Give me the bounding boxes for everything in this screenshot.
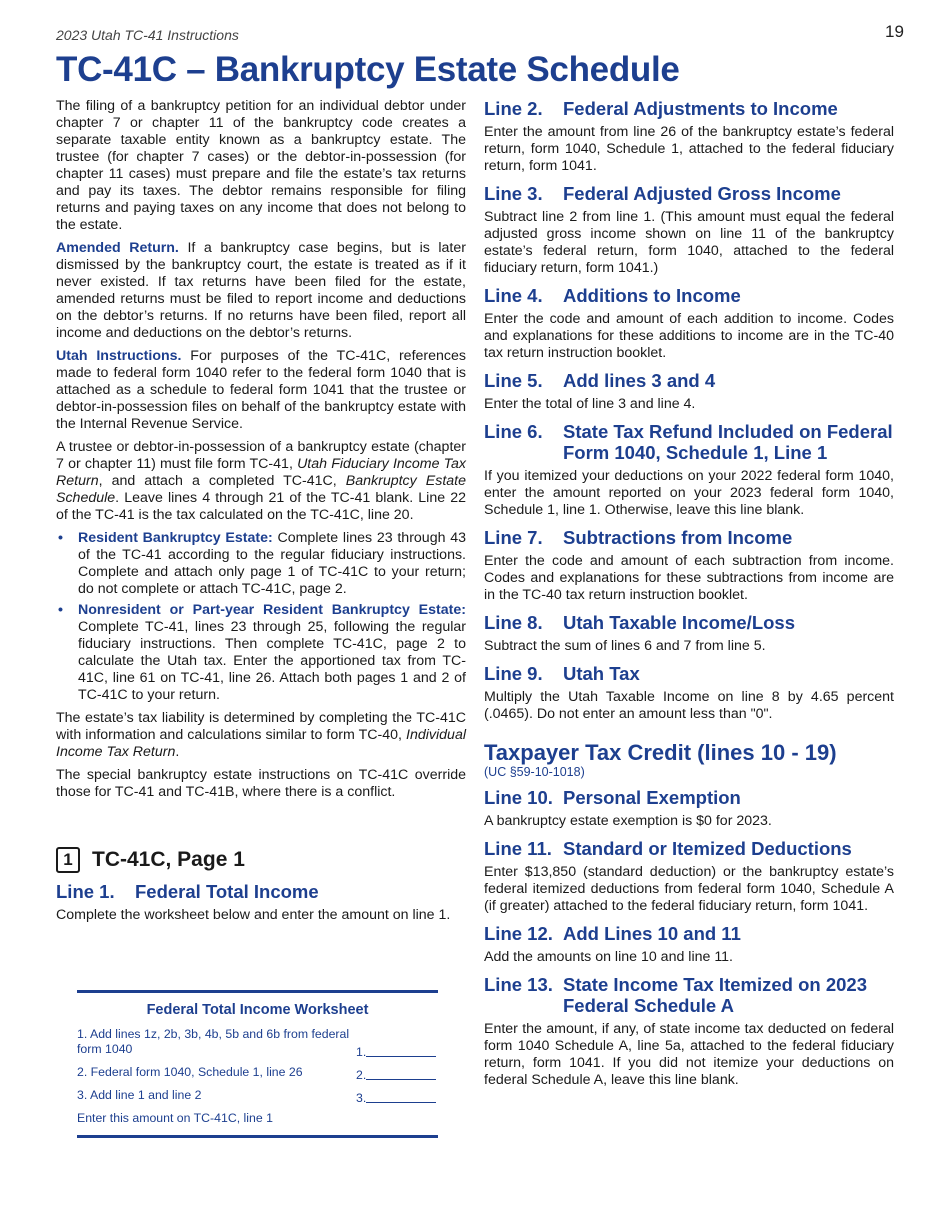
page1-heading — [56, 847, 466, 873]
line-heading — [484, 838, 894, 859]
intro-paragraph: The filing of a bankruptcy petition for an individual debtor under chapter 7 or chapter 11 of the bankruptcy code creates a separate taxable entity known as a bankruptcy estate. The trustee (for chapter 7 cases) or the debtor-in-possession (for chapter 11 cases) must prepare and file the estate’s tax returns and pay its taxes. The debtor remains responsible for filing returns and paying taxes on any income that does not belong to the estate. — [56, 98, 466, 233]
line-text: Enter the code and amount of each addition to income. Codes and explanations for these additions to income are in the TC-40 tax return instruction booklet. — [484, 311, 894, 361]
line-text: Multiply the Utah Taxable Income on line 8 by 4.65 percent (.0465). Do not enter an amount less than "0". — [484, 689, 894, 722]
line-heading — [484, 923, 894, 944]
line-title: Personal Exemption — [563, 787, 741, 808]
line-heading — [484, 183, 894, 204]
statute-reference: (UC §59-10-1018) — [484, 765, 585, 779]
worksheet-row-number: 3. — [356, 1091, 367, 1105]
resident-estate-text: Complete lines 23 through 43 of the TC-41 according to the regular fiduciary instructions. Complete and attach only page 1 of TC-41C to your return; do not complete or attach TC-41C, page 2. — [78, 530, 466, 597]
line-number: Line 4. — [484, 285, 543, 306]
line-number: Line 10. — [484, 787, 553, 808]
worksheet-row-desc: 3. Add line 1 and line 2 — [77, 1088, 202, 1102]
line-text: Enter the amount from line 26 of the bankruptcy estate’s federal return, form 1040, Schedule 1, attached to the federal fiduciary return, form 1041. — [484, 124, 894, 174]
line-heading — [484, 612, 894, 633]
line-title: Federal Adjustments to Income — [563, 98, 838, 119]
line-title: Utah Tax — [563, 663, 640, 684]
line-title: Standard or Itemized Deductions — [563, 838, 852, 859]
line-number: Line 11. — [484, 838, 552, 859]
trustee-text-a: A trustee or debtor-in-possession of a bankruptcy estate (chapter 7 or chapter 11) must file form TC-41, — [56, 439, 466, 472]
line1-text: Complete the worksheet below and enter the amount on line 1. — [56, 907, 451, 923]
utah-instructions-paragraph — [56, 348, 466, 433]
line1-heading — [56, 881, 466, 902]
left-column — [56, 98, 466, 930]
tax-liability-paragraph — [56, 710, 466, 761]
line1-title: Federal Total Income — [135, 881, 319, 902]
line-title: Utah Taxable Income/Loss — [563, 612, 795, 633]
worksheet-row-number: 2. — [356, 1068, 367, 1082]
taxpayer-credit-heading: Taxpayer Tax Credit (lines 10 - 19) — [484, 740, 837, 765]
document-name: 2023 Utah TC-41 Instructions — [56, 27, 239, 43]
worksheet-row-number: 1. — [356, 1045, 367, 1059]
list-item — [56, 602, 466, 704]
special-instructions-paragraph: The special bankruptcy estate instructions on TC-41C override those for TC-41 and TC-41B, where there is a conflict. — [56, 767, 466, 800]
right-column — [484, 98, 894, 1095]
line-instructions-group — [484, 98, 894, 723]
line-number: Line 12. — [484, 923, 553, 944]
line-text: If you itemized your deductions on your 2022 federal form 1040, enter the amount reported on your 2023 federal form 1040, Schedule 1, line 1. Otherwise, leave this line blank. — [484, 468, 894, 518]
line-title: Add Lines 10 and 11 — [563, 923, 741, 944]
line-title: Add lines 3 and 4 — [563, 370, 716, 391]
worksheet-row — [77, 1088, 438, 1103]
line-title: Federal Adjusted Gross Income — [563, 183, 841, 204]
worksheet-row-blank — [356, 1042, 438, 1057]
line-text: Enter the amount, if any, of state income tax deducted on federal form 1040 Schedule A, line 5a, attached to the federal fiduciary return, form 1041. If you did not itemize your deductions on federal Schedule A, leave this line blank. — [484, 1021, 894, 1088]
worksheet-row-blank — [356, 1088, 438, 1103]
trustee-text-c: . Leave lines 4 through 21 of the TC-41 blank. Line 22 of the TC-41 is the tax calculated on the TC-41C, line 20. — [56, 490, 466, 523]
worksheet-row-desc: 1. Add lines 1z, 2b, 3b, 4b, 5b and 6b from federal form 1040 — [77, 1027, 350, 1056]
line1-number: Line 1. — [56, 881, 115, 902]
liability-form-title: Individual Income Tax Return — [56, 727, 466, 760]
liability-text-b: . — [175, 744, 180, 760]
page-one-icon: 1 — [56, 847, 80, 873]
estate-type-list — [56, 530, 466, 704]
line-title: State Income Tax Itemized on 2023 Federal Schedule A — [563, 974, 867, 1016]
worksheet-row-blank — [356, 1065, 438, 1080]
nonresident-estate-text: Complete TC-41, lines 23 through 25, following the regular fiduciary instructions. Then complete TC-41C, page 2 to calculate the Utah tax. Enter the apportioned tax from TC-41C, line 61 on TC-41, line 26. Attach both pages 1 and 2 of TC-41C to your return. — [78, 619, 466, 703]
worksheet-row — [77, 1027, 438, 1057]
line-number: Line 5. — [484, 370, 543, 391]
amended-return-text: If a bankruptcy case begins, but is later dismissed by the bankruptcy court, the estate is treated as if it never existed. If tax returns have been filed for the estate, amended returns must be filed to report income and deductions on the debtor’s returns. If no returns have been filed, report all income and deductions on the debtor’s returns. — [56, 240, 466, 341]
line-number: Line 6. — [484, 421, 543, 442]
worksheet-title: Federal Total Income Worksheet — [146, 1002, 369, 1018]
utah-instructions-text: For purposes of the TC-41C, references made to federal form 1040 refer to the federal form 1040 that is attached as a schedule to federal form 1041 that the trustee or debtor-in-possession files on behalf of the bankruptcy estate with the Internal Revenue Service. — [56, 348, 466, 432]
worksheet-row-desc: 2. Federal form 1040, Schedule 1, line 26 — [77, 1065, 303, 1079]
page1-title: TC-41C, Page 1 — [92, 848, 245, 871]
line-heading — [484, 974, 894, 1016]
line-title: Additions to Income — [563, 285, 741, 306]
page-title: TC-41C – Bankruptcy Estate Schedule — [56, 50, 680, 89]
line-number: Line 2. — [484, 98, 543, 119]
line-title: Subtractions from Income — [563, 527, 793, 548]
line-text: Enter the total of line 3 and line 4. — [484, 396, 696, 412]
line-text: Add the amounts on line 10 and line 11. — [484, 949, 733, 965]
bullet-icon: • — [58, 530, 63, 546]
line-heading — [484, 527, 894, 548]
page-number: 19 — [885, 22, 904, 41]
list-item — [56, 530, 466, 598]
line-number: Line 9. — [484, 663, 543, 684]
line-number: Line 7. — [484, 527, 543, 548]
worksheet-note: Enter this amount on TC-41C, line 1 — [77, 1111, 273, 1125]
bullet-icon: • — [58, 602, 63, 618]
line-heading — [484, 787, 894, 808]
line-text: A bankruptcy estate exemption is $0 for 2023. — [484, 813, 772, 829]
worksheet-blank-line — [366, 1067, 436, 1080]
liability-text-a: The estate’s tax liability is determined by completing the TC-41C with information and calculations similar to form TC-40, — [56, 710, 466, 743]
nonresident-estate-heading: Nonresident or Part-year Resident Bankruptcy Estate: — [78, 602, 466, 618]
line-text: Subtract line 2 from line 1. (This amount must equal the federal adjusted gross income shown on line 11 of the bankruptcy estate’s federal return, form 1040, attached to the federal fiduciary return, form 1041.) — [484, 209, 894, 276]
trustee-text-b: , and attach a completed TC-41C, — [98, 473, 346, 489]
line-heading — [484, 421, 894, 463]
line-heading — [484, 663, 894, 684]
line-title: State Tax Refund Included on Federal Form 1040, Schedule 1, Line 1 — [563, 421, 893, 463]
trustee-paragraph — [56, 439, 466, 524]
worksheet-row — [77, 1065, 438, 1080]
resident-estate-heading: Resident Bankruptcy Estate: — [78, 530, 273, 546]
worksheet-blank-line — [366, 1044, 436, 1057]
line-heading — [484, 98, 894, 119]
line-text: Enter $13,850 (standard deduction) or the bankruptcy estate’s federal itemized deductions from federal form 1040, Schedule A (if greater) attached to the federal fiduciary return, form 1041. — [484, 864, 894, 914]
line-text: Enter the code and amount of each subtraction from income. Codes and explanations for these subtractions from income are in the TC-40 tax return instruction booklet. — [484, 553, 894, 603]
line-text: Subtract the sum of lines 6 and 7 from line 5. — [484, 638, 766, 654]
line-heading — [484, 285, 894, 306]
utah-instructions-heading: Utah Instructions. — [56, 348, 182, 364]
worksheet-blank-line — [366, 1090, 436, 1103]
amended-return-paragraph — [56, 240, 466, 342]
line-instructions-group — [484, 787, 894, 1089]
amended-return-heading: Amended Return. — [56, 240, 179, 256]
line-number: Line 3. — [484, 183, 543, 204]
line-number: Line 13. — [484, 974, 553, 995]
trustee-form-title: Utah Fiduciary Income Tax Return — [56, 456, 466, 489]
line-heading — [484, 370, 894, 391]
line-number: Line 8. — [484, 612, 543, 633]
trustee-schedule-title: Bankruptcy Estate Schedule — [56, 473, 466, 506]
federal-total-income-worksheet — [77, 990, 438, 1138]
